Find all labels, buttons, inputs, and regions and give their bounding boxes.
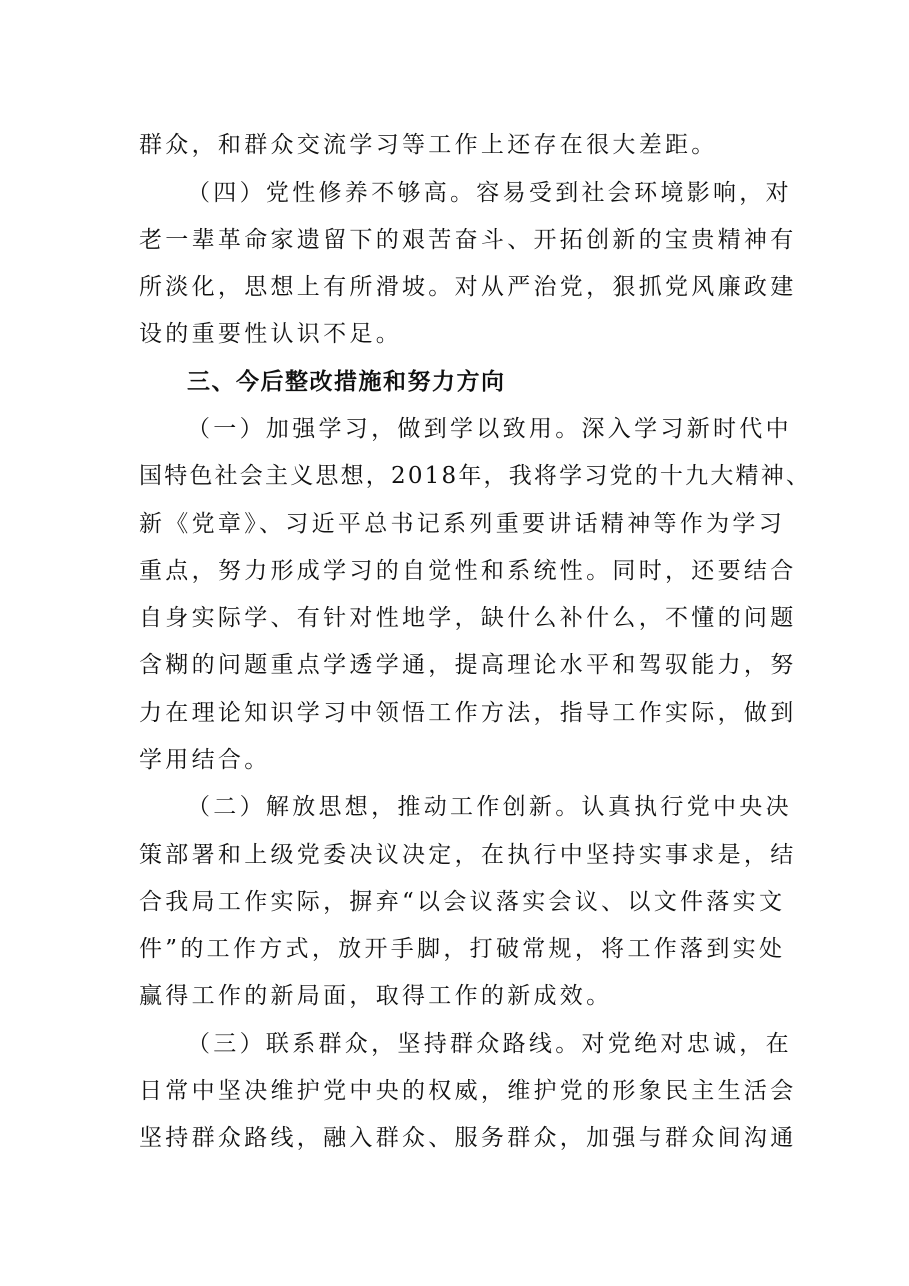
text-line: 合我局工作实际，摒弃“以会议落实会议、以文件落实文 xyxy=(139,889,786,915)
paragraph-first-line: （三）联系群众，坚持群众路线。对党绝对忠诚，在 xyxy=(187,1031,792,1057)
text-line: 国特色社会主义思想，2018年，我将学习党的十九大精神、 xyxy=(139,463,812,489)
text-line: 老一辈革命家遗留下的艰苦奋斗、开拓创新的宝贵精神有 xyxy=(139,227,797,253)
text-line: 赢得工作的新局面，取得工作的新成效。 xyxy=(139,983,613,1009)
text-line: 含糊的问题重点学透学通，提高理论水平和驾驭能力，努 xyxy=(139,652,797,678)
text-line: 学用结合。 xyxy=(139,747,271,773)
text-line: 新《党章》、习近平总书记系列重要讲话精神等作为学习 xyxy=(139,511,785,537)
text-line: 自身实际学、有针对性地学，缺什么补什么，不懂的问题 xyxy=(139,605,797,631)
text-line: 坚持群众路线，融入群众、服务群众，加强与群众间沟通 xyxy=(139,1125,797,1151)
text-line: 重点，努力形成学习的自觉性和系统性。同时，还要结合 xyxy=(139,558,797,584)
paragraph-first-line: （一）加强学习，做到学以致用。深入学习新时代中 xyxy=(187,416,792,442)
text-line: 设的重要性认识不足。 xyxy=(139,321,402,347)
text-line: 日常中坚决维护党中央的权威，维护党的形象民主生活会 xyxy=(139,1078,797,1104)
section-heading: 三、今后整改措施和努力方向 xyxy=(187,369,506,395)
text-line: 力在理论知识学习中领悟工作方法，指导工作实际，做到 xyxy=(139,700,797,726)
text-line: 件”的工作方式，放开手脚，打破常规，将工作落到实处 xyxy=(139,936,786,962)
text-line: 群众，和群众交流学习等工作上还存在很大差距。 xyxy=(139,132,718,158)
paragraph-first-line: （二）解放思想，推动工作创新。认真执行党中央决 xyxy=(187,794,792,820)
paragraph-first-line: （四）党性修养不够高。容易受到社会环境影响，对 xyxy=(187,180,792,206)
text-line: 所淡化，思想上有所滑坡。对从严治党，狠抓党风廉政建 xyxy=(139,274,797,300)
text-line: 策部署和上级党委决议决定，在执行中坚持实事求是，结 xyxy=(139,842,797,868)
